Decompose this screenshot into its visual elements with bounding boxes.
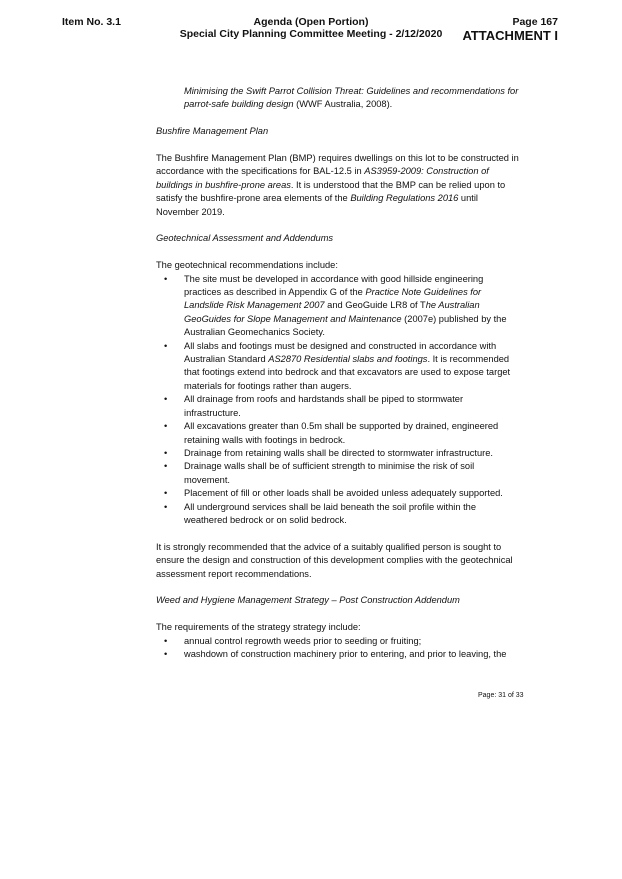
text-run: until November 2019. bbox=[156, 193, 478, 217]
list-item: • All drainage from roofs and hardstands shall be piped to stormwater infrastructure. bbox=[156, 393, 520, 420]
list-item bbox=[156, 273, 520, 340]
text-run: and GeoGuide LR8 of T bbox=[324, 300, 426, 311]
text-run: . It is recommended that footings extend into bedrock and that excavators are used to expose target materials for footings rather than augers. bbox=[184, 354, 511, 391]
weed-heading: Weed and Hygiene Management Strategy – Post Construction Addendum bbox=[156, 595, 460, 606]
bushfire-paragraph bbox=[156, 152, 520, 219]
geotech-heading: Geotechnical Assessment and Addendums bbox=[156, 233, 334, 244]
geotech-closing: It is strongly recommended that the advice of a suitably qualified person is sought to ensure the design and construction of this development complies with the geotechnical assessment report recommendations. bbox=[156, 541, 513, 579]
italic-run: he Australian GeoGuides for Slope Management and Maintenance bbox=[184, 300, 480, 324]
italic-run: Practice Note Guidelines for Landslide Risk Management 2007 bbox=[184, 287, 482, 311]
attachment-label: ATTACHMENT I bbox=[462, 28, 558, 43]
list-item: • All underground services shall be laid beneath the soil profile within the weathered bedrock or on solid bedrock. bbox=[156, 501, 520, 528]
standard-title: AS3959-2009: Construction of buildings in bushfire-prone areas bbox=[156, 166, 489, 190]
text-run: . It is understood that the BMP can be relied upon to satisfy the bushfire-prone area elements of the bbox=[156, 179, 506, 204]
bushfire-heading: Bushfire Management Plan bbox=[156, 126, 269, 137]
text-run: The Bushfire Management Plan (BMP) requires dwellings on this lot to be constructed in accordance with the specifications for BAL-12.5 in bbox=[156, 153, 519, 177]
list-item: • Drainage from retaining walls shall be directed to stormwater infrastructure. bbox=[156, 447, 520, 460]
geotech-list bbox=[156, 273, 520, 528]
agenda-title: Agenda (Open Portion) bbox=[253, 16, 369, 28]
reference-source: (WWF Australia, 2008). bbox=[293, 99, 393, 110]
text-run: (2007e) published by the Australian Geomechanics Society. bbox=[184, 313, 507, 338]
weed-intro: The requirements of the strategy strategy include: bbox=[156, 622, 361, 633]
list-item: • Placement of fill or other loads shall be avoided unless adequately supported. bbox=[156, 487, 520, 500]
document-body bbox=[156, 85, 520, 675]
list-item: • Drainage walls shall be of sufficient strength to minimise the risk of soil movement. bbox=[156, 460, 520, 487]
item-number: Item No. 3.1 bbox=[62, 16, 121, 28]
text-run: The site must be developed in accordance with good hillside engineering practices as described in Appendix G of the bbox=[184, 273, 484, 298]
reference-title: Minimising the Swift Parrot Collision Threat: Guidelines and recommendations for parrot-safe building design bbox=[184, 86, 519, 110]
italic-run: AS2870 Residential slabs and footings bbox=[268, 354, 428, 365]
meeting-title: Special City Planning Committee Meeting - 2/12/2020 bbox=[179, 28, 443, 40]
text-run: All slabs and footings must be designed and constructed in accordance with Australian Standard bbox=[184, 340, 497, 365]
page-footer: Page: 31 of 33 bbox=[478, 692, 524, 699]
geotech-intro: The geotechnical recommendations include: bbox=[156, 260, 338, 271]
list-item: • annual control regrowth weeds prior to seeding or fruiting; bbox=[156, 635, 520, 648]
list-item: • washdown of construction machinery prior to entering, and prior to leaving, the bbox=[156, 648, 520, 661]
page-header bbox=[462, 16, 558, 43]
weed-list bbox=[156, 635, 520, 662]
regulation-title: Building Regulations 2016 bbox=[350, 193, 459, 204]
list-item: • All excavations greater than 0.5m shall be supported by drained, engineered retaining walls with footings in bedrock. bbox=[156, 420, 520, 447]
reference-paragraph bbox=[156, 85, 520, 112]
page-number: Page 167 bbox=[512, 16, 558, 28]
list-item bbox=[156, 340, 520, 394]
